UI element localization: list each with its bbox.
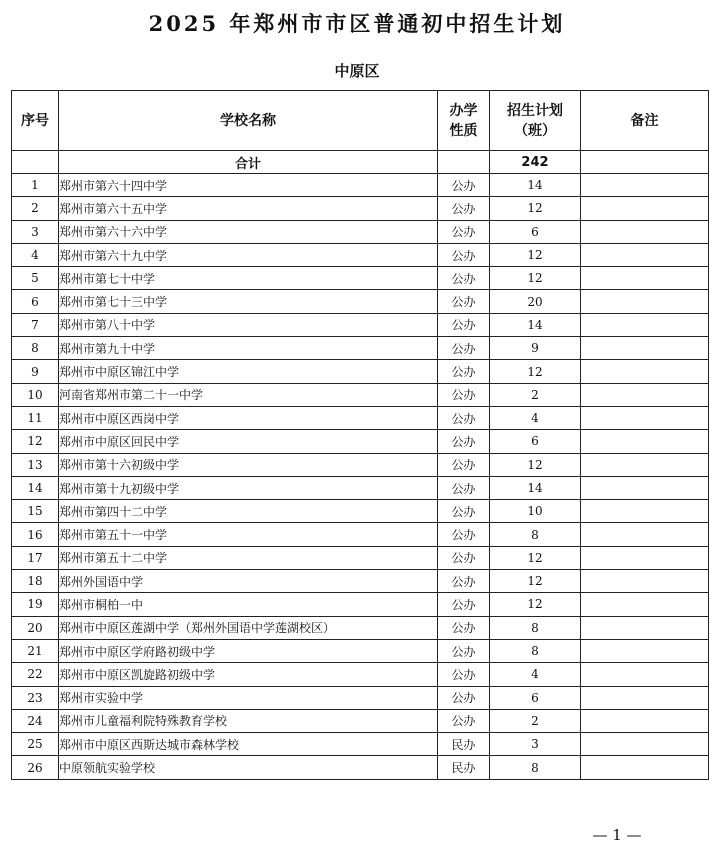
remarks-cell [581, 663, 709, 686]
table-row [12, 197, 709, 220]
header-index: 序号 [12, 91, 59, 151]
row-index: 7 [12, 313, 59, 336]
enrollment-classes: 12 [490, 453, 581, 476]
row-index: 26 [12, 756, 59, 779]
school-type: 公办 [438, 523, 490, 546]
enrollment-classes: 12 [490, 197, 581, 220]
school-type: 公办 [438, 616, 490, 639]
row-index: 25 [12, 733, 59, 756]
remarks-cell [581, 523, 709, 546]
school-type: 公办 [438, 686, 490, 709]
school-name: 郑州市第五十一中学 [59, 523, 438, 546]
school-name: 郑州市儿童福利院特殊教育学校 [59, 709, 438, 732]
school-type: 公办 [438, 383, 490, 406]
row-index: 21 [12, 639, 59, 662]
enrollment-classes: 4 [490, 406, 581, 429]
enrollment-classes: 2 [490, 383, 581, 406]
enrollment-classes: 9 [490, 337, 581, 360]
remarks-cell [581, 290, 709, 313]
total-index-cell [12, 151, 59, 174]
enrollment-classes: 8 [490, 616, 581, 639]
row-index: 23 [12, 686, 59, 709]
row-index: 9 [12, 360, 59, 383]
enrollment-classes: 8 [490, 639, 581, 662]
enrollment-classes: 14 [490, 476, 581, 499]
row-index: 10 [12, 383, 59, 406]
school-name: 郑州市第十九初级中学 [59, 476, 438, 499]
row-index: 11 [12, 406, 59, 429]
school-name: 郑州市第八十中学 [59, 313, 438, 336]
remarks-cell [581, 639, 709, 662]
school-name: 郑州市第九十中学 [59, 337, 438, 360]
header-plan-line2: （班） [514, 122, 556, 139]
remarks-cell [581, 406, 709, 429]
remarks-cell [581, 733, 709, 756]
remarks-cell [581, 197, 709, 220]
enrollment-classes: 12 [490, 570, 581, 593]
remarks-cell [581, 220, 709, 243]
enrollment-classes: 8 [490, 756, 581, 779]
table-row [12, 756, 709, 779]
school-name: 郑州市第六十九中学 [59, 243, 438, 266]
table-row [12, 663, 709, 686]
table-row [12, 174, 709, 197]
enrollment-classes: 6 [490, 430, 581, 453]
school-name: 郑州市中原区回民中学 [59, 430, 438, 453]
table-row [12, 546, 709, 569]
district-heading: 中原区 [334, 62, 380, 80]
total-value: 242 [490, 151, 581, 174]
enrollment-classes: 20 [490, 290, 581, 313]
remarks-cell [581, 267, 709, 290]
table-row [12, 337, 709, 360]
table-row [12, 313, 709, 336]
remarks-cell [581, 174, 709, 197]
remarks-cell [581, 476, 709, 499]
remarks-cell [581, 243, 709, 266]
school-name: 郑州市桐柏一中 [59, 593, 438, 616]
remarks-cell [581, 570, 709, 593]
total-remarks-cell [581, 151, 709, 174]
school-type: 公办 [438, 570, 490, 593]
school-name: 郑州市第七十三中学 [59, 290, 438, 313]
table-row [12, 733, 709, 756]
enrollment-classes: 10 [490, 500, 581, 523]
remarks-cell [581, 337, 709, 360]
school-type: 公办 [438, 593, 490, 616]
enrollment-classes: 6 [490, 220, 581, 243]
table-row [12, 243, 709, 266]
row-index: 24 [12, 709, 59, 732]
row-index: 19 [12, 593, 59, 616]
document-title: 2025 年郑州市市区普通初中招生计划 [148, 11, 566, 36]
school-type: 公办 [438, 709, 490, 732]
header-enrollment-plan [490, 91, 581, 151]
total-label: 合计 [59, 151, 438, 174]
school-type: 民办 [438, 756, 490, 779]
enrollment-classes: 12 [490, 360, 581, 383]
row-index: 5 [12, 267, 59, 290]
school-type: 公办 [438, 267, 490, 290]
school-type: 公办 [438, 313, 490, 336]
table-row [12, 523, 709, 546]
enrollment-classes: 3 [490, 733, 581, 756]
school-type: 公办 [438, 174, 490, 197]
remarks-cell [581, 360, 709, 383]
remarks-cell [581, 313, 709, 336]
school-name: 郑州市实验中学 [59, 686, 438, 709]
enrollment-classes: 8 [490, 523, 581, 546]
row-index: 17 [12, 546, 59, 569]
enrollment-classes: 14 [490, 174, 581, 197]
school-name: 河南省郑州市第二十一中学 [59, 383, 438, 406]
table-row [12, 453, 709, 476]
school-name: 郑州市中原区西岗中学 [59, 406, 438, 429]
table-row [12, 500, 709, 523]
school-type: 公办 [438, 243, 490, 266]
table-header-row [12, 91, 709, 151]
table-row [12, 406, 709, 429]
row-index: 15 [12, 500, 59, 523]
table-row [12, 616, 709, 639]
remarks-cell [581, 453, 709, 476]
enrollment-classes: 12 [490, 546, 581, 569]
school-type: 公办 [438, 453, 490, 476]
school-name: 郑州市中原区莲湖中学（郑州外国语中学莲湖校区） [59, 616, 438, 639]
table-row [12, 360, 709, 383]
school-type: 公办 [438, 337, 490, 360]
table-row [12, 290, 709, 313]
school-name: 郑州市中原区西斯达城市森林学校 [59, 733, 438, 756]
row-index: 8 [12, 337, 59, 360]
remarks-cell [581, 546, 709, 569]
school-name: 郑州市中原区学府路初级中学 [59, 639, 438, 662]
enrollment-classes: 12 [490, 267, 581, 290]
school-type: 公办 [438, 476, 490, 499]
remarks-cell [581, 383, 709, 406]
row-index: 20 [12, 616, 59, 639]
table-row [12, 570, 709, 593]
school-type: 公办 [438, 500, 490, 523]
table-row [12, 267, 709, 290]
row-index: 16 [12, 523, 59, 546]
header-school-type-line2: 性质 [449, 122, 478, 139]
header-school-type-line1: 办学 [449, 102, 478, 119]
school-name: 郑州市第十六初级中学 [59, 453, 438, 476]
enrollment-plan-table [11, 90, 709, 780]
table-row [12, 709, 709, 732]
enrollment-classes: 2 [490, 709, 581, 732]
school-name: 郑州市第四十二中学 [59, 500, 438, 523]
header-remarks: 备注 [581, 91, 709, 151]
row-index: 13 [12, 453, 59, 476]
remarks-cell [581, 500, 709, 523]
school-type: 公办 [438, 290, 490, 313]
row-index: 22 [12, 663, 59, 686]
table-row [12, 383, 709, 406]
school-name: 郑州市第五十二中学 [59, 546, 438, 569]
remarks-cell [581, 616, 709, 639]
enrollment-classes: 4 [490, 663, 581, 686]
school-type: 公办 [438, 220, 490, 243]
school-type: 公办 [438, 639, 490, 662]
row-index: 1 [12, 174, 59, 197]
remarks-cell [581, 686, 709, 709]
table-row [12, 476, 709, 499]
table-row [12, 639, 709, 662]
enrollment-classes: 14 [490, 313, 581, 336]
row-index: 3 [12, 220, 59, 243]
school-name: 中原领航实验学校 [59, 756, 438, 779]
school-name: 郑州市第六十四中学 [59, 174, 438, 197]
school-type: 公办 [438, 406, 490, 429]
school-type: 公办 [438, 663, 490, 686]
row-index: 2 [12, 197, 59, 220]
row-index: 18 [12, 570, 59, 593]
remarks-cell [581, 593, 709, 616]
school-type: 公办 [438, 197, 490, 220]
table-row [12, 593, 709, 616]
remarks-cell [581, 756, 709, 779]
school-type: 公办 [438, 546, 490, 569]
remarks-cell [581, 709, 709, 732]
school-name: 郑州市第七十中学 [59, 267, 438, 290]
school-name: 郑州市第六十五中学 [59, 197, 438, 220]
header-school-type [438, 91, 490, 151]
header-school-name: 学校名称 [59, 91, 438, 151]
enrollment-classes: 12 [490, 593, 581, 616]
total-type-cell [438, 151, 490, 174]
row-index: 6 [12, 290, 59, 313]
page-number: — 1 — [592, 826, 642, 844]
remarks-cell [581, 430, 709, 453]
school-name: 郑州外国语中学 [59, 570, 438, 593]
school-type: 公办 [438, 430, 490, 453]
school-type: 民办 [438, 733, 490, 756]
table-row [12, 686, 709, 709]
school-name: 郑州市中原区凯旋路初级中学 [59, 663, 438, 686]
school-type: 公办 [438, 360, 490, 383]
header-plan-line1: 招生计划 [507, 102, 563, 119]
row-index: 12 [12, 430, 59, 453]
table-row [12, 220, 709, 243]
school-name: 郑州市中原区锦江中学 [59, 360, 438, 383]
enrollment-classes: 12 [490, 243, 581, 266]
total-row [12, 151, 709, 174]
row-index: 14 [12, 476, 59, 499]
enrollment-classes: 6 [490, 686, 581, 709]
school-name: 郑州市第六十六中学 [59, 220, 438, 243]
table-row [12, 430, 709, 453]
row-index: 4 [12, 243, 59, 266]
